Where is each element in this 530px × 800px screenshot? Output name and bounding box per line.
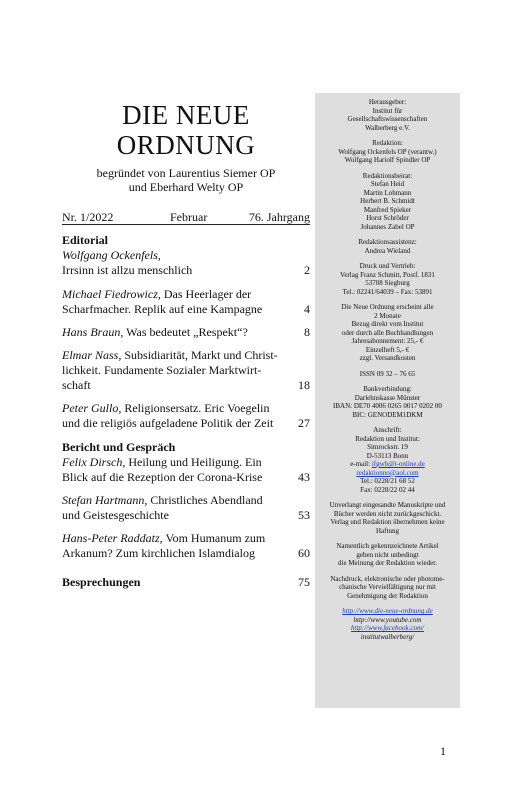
journal-title-line-2: ORDNUNG	[116, 130, 256, 160]
subscription-info	[315, 303, 460, 363]
toc-title-line: und die religiös aufgeladene Politik der Zeit	[62, 416, 274, 430]
toc-section	[62, 575, 310, 590]
email-1-link[interactable]: ifgwb@t-online.de	[371, 460, 425, 468]
bank-details	[315, 385, 460, 419]
toc-page-number: 4	[304, 302, 310, 316]
toc-entry[interactable]	[62, 493, 310, 523]
notice-reprint	[315, 575, 460, 601]
editorial-assistant-line: Andrea Wieland	[364, 246, 411, 255]
notice-opinion-line: geben nicht unbedingt	[356, 550, 419, 559]
toc-entry[interactable]	[62, 287, 310, 317]
notice-reprint-line: chanische Vervielfältigung nur mit	[339, 583, 436, 591]
issue-volume: 76. Jahrgang	[248, 210, 310, 224]
email-prefix: e-mail:	[350, 460, 372, 468]
toc-title-line: Subsidiarität, Markt und Christ-	[124, 348, 278, 362]
publisher	[315, 98, 460, 132]
page-number: 1	[440, 744, 446, 758]
notice-manuscripts-line: Haftung	[376, 526, 399, 535]
toc-page-number: 43	[298, 470, 310, 484]
publisher-label: Herausgeber:	[368, 98, 407, 106]
editorial-label: Redaktion:	[372, 139, 403, 147]
toc-title-line: Scharfmacher. Replik auf eine Kampagne	[62, 302, 263, 316]
editorial-line: Wolfgang Hariolf Spindler OP	[344, 156, 431, 164]
editorial-board-line: Stefan Heid	[370, 180, 405, 188]
issue-number: Nr. 1/2022	[62, 210, 114, 224]
journal-title-line-1: DIE NEUE	[122, 100, 250, 130]
masthead-column	[62, 100, 310, 589]
subscription-info-line: Bezug direkt vom Institut	[351, 320, 424, 328]
bank-details-label: Bankverbindung:	[363, 385, 412, 393]
phone-line: Tel.: 0228/21 68 52	[360, 477, 415, 485]
notice-manuscripts	[315, 501, 460, 535]
founders-line-1: begründet von Laurentius Siemer OP	[96, 166, 276, 180]
notice-reprint-line: Genehmigung der Redaktion	[347, 591, 428, 600]
notice-opinion-line: Namentlich gekennzeichnete Artikel	[336, 542, 439, 550]
toc-title-line: Christliches Abendland	[150, 493, 263, 507]
subscription-info-line: Die Neue Ordnung erscheint alle	[341, 303, 434, 311]
printing-label: Druck und Vertrieb:	[359, 262, 416, 270]
notice-manuscripts-line: Verlag und Redaktion übernehmen keine	[330, 518, 445, 526]
toc-title-line: Blick auf die Rezeption der Corona-Krise	[62, 470, 263, 484]
toc-page-number: 60	[298, 546, 310, 560]
section-page-number: 75	[298, 575, 310, 589]
toc-section-heading	[62, 575, 310, 590]
editorial-board-line: Herbert B. Schmidt	[360, 197, 415, 205]
subscription-info-line: oder durch alle Buchhandlungen	[341, 328, 434, 337]
toc-entry[interactable]	[62, 455, 310, 485]
toc-title-line: Arkanum? Zum kirchlichen Islamdialog	[62, 546, 255, 560]
toc-author: Felix Dirsch,	[62, 455, 126, 469]
web-4-link[interactable]: institutwalberberg/	[360, 632, 415, 641]
toc-entry[interactable]	[62, 348, 310, 393]
toc-entry[interactable]	[62, 248, 310, 278]
section-heading-text: Editorial	[62, 233, 109, 247]
toc-section	[62, 233, 310, 278]
bank-details-line: Darlehnskasse Münster	[354, 393, 421, 402]
toc-title-line: Heilung und Heiligung. Ein	[128, 455, 262, 469]
toc-author: Hans-Peter Raddatz,	[62, 531, 163, 545]
toc-author: Elmar Nass,	[62, 348, 122, 362]
editorial-board-line: Martin Lohmann	[363, 188, 412, 197]
subscription-info-line: 2 Monate	[374, 311, 401, 320]
section-heading-text: Bericht und Gespräch	[62, 440, 176, 454]
bank-details-line: BIC: GENODEM1DKM	[352, 410, 423, 419]
toc-title-line: Irrsinn ist allzu menschlich	[62, 263, 193, 277]
toc-author: Wolfgang Ockenfels,	[62, 248, 161, 262]
founders-line-2: und Eberhard Welty OP	[128, 180, 244, 194]
toc-author: Peter Gullo,	[62, 401, 122, 415]
web-3-link[interactable]: http://www.facebook.com/	[351, 624, 424, 632]
issue-month: Februar	[170, 210, 208, 224]
address-label: Anschrift:	[373, 426, 402, 434]
address-line: D-53113 Bonn	[366, 451, 409, 460]
web-2-link[interactable]: http://www.youtube.com	[353, 615, 422, 624]
notice-reprint-line: Nachdruck, elektronische oder photome-	[330, 574, 445, 583]
issn-text: ISSN 09 32 – 76 65	[359, 369, 416, 378]
printing-line: Tel.: 02241/64039 – Fax: 53891	[342, 287, 433, 296]
publisher-line: Institut für	[372, 106, 403, 115]
address-line: Redaktion und Institut:	[355, 434, 420, 443]
toc-title-line: Was bedeutet „Respekt“?	[126, 325, 248, 339]
editorial-board-line: Horst Schröder	[366, 214, 409, 222]
web-links	[315, 607, 460, 641]
issn	[315, 370, 460, 379]
toc-section	[62, 287, 310, 431]
toc-title-line: Religionsersatz. Eric Voegelin	[124, 401, 270, 415]
publisher-line: Walberberg e.V.	[365, 123, 410, 132]
editorial-board-label: Redaktionsbeirat:	[362, 171, 413, 180]
header-rule	[62, 224, 310, 225]
toc-page-number: 18	[298, 378, 310, 392]
toc-author: Hans Braun,	[62, 325, 124, 339]
toc-page-number: 27	[298, 416, 310, 430]
toc-page-number: 8	[304, 325, 310, 339]
editorial-board-line: Johannes Zabel OP	[360, 222, 415, 231]
toc-title-line: schaft	[62, 378, 91, 392]
printing-line: 53708 Siegburg	[365, 279, 410, 287]
web-1-link[interactable]: http://www.die-neue-ordnung.de	[342, 607, 433, 615]
toc-entry[interactable]	[62, 401, 310, 431]
editorial-board	[315, 172, 460, 232]
toc-entry[interactable]	[62, 325, 310, 340]
toc-section	[62, 440, 310, 561]
toc-title-line: und Geistesgeschichte	[62, 508, 169, 522]
subscription-info-line: Jahresabonnement: 25,- €	[351, 337, 424, 345]
email-2-link[interactable]: redaktionno@aol.com	[356, 468, 419, 477]
toc-author: Michael Fiedrowicz,	[62, 287, 161, 301]
notice-manuscripts-line: Unverlangt eingesandte Manuskripte und	[329, 501, 446, 509]
publisher-line: Gesellschaftswissenschaften	[347, 115, 428, 123]
printing	[315, 262, 460, 296]
toc-title-line: Das Heerlager der	[163, 287, 252, 301]
toc-page-number: 53	[298, 508, 310, 522]
toc-title-line: Vom Humanum zum	[165, 531, 266, 545]
toc-author: Stefan Hartmann,	[62, 493, 148, 507]
notice-manuscripts-line: Bücher werden nicht zurückgeschickt.	[333, 509, 442, 518]
notice-opinion	[315, 542, 460, 568]
editorial-assistant	[315, 238, 460, 255]
toc-section-heading	[62, 440, 310, 455]
toc-page-number: 2	[304, 263, 310, 277]
section-heading-text: Besprechungen	[62, 575, 141, 589]
subscription-info-line: zzgl. Versandkosten	[359, 354, 416, 362]
toc-entry[interactable]	[62, 531, 310, 561]
editorial-assistant-label: Redaktionsassistenz:	[358, 238, 417, 246]
toc-title-line: lichkeit. Fundamente Sozialer Marktwirt-	[62, 363, 262, 377]
phone-line: Fax: 0228/22 02 44	[360, 485, 415, 494]
editorial-line: Wolfgang Ockenfels OP (verantw.)	[338, 147, 437, 156]
toc-section-heading	[62, 233, 310, 248]
printing-line: Verlag Franz Schmitt, Postf. 1831	[340, 270, 435, 279]
address-line: Simrockstr. 19	[367, 443, 408, 451]
notice-opinion-line: die Meinung der Redaktion wieder.	[338, 559, 437, 567]
founders-note	[62, 166, 310, 194]
subscription-info-line: Einzelheft 5,- €	[365, 345, 410, 354]
editorial	[315, 139, 460, 165]
journal-title	[62, 100, 310, 160]
table-of-contents	[62, 233, 310, 590]
address	[315, 426, 460, 494]
bank-details-line: IBAN: DE70 4006 0265 0017 0202 00	[333, 402, 442, 410]
imprint-sidebar	[315, 93, 460, 708]
editorial-board-line: Manfred Spieker	[363, 205, 412, 214]
